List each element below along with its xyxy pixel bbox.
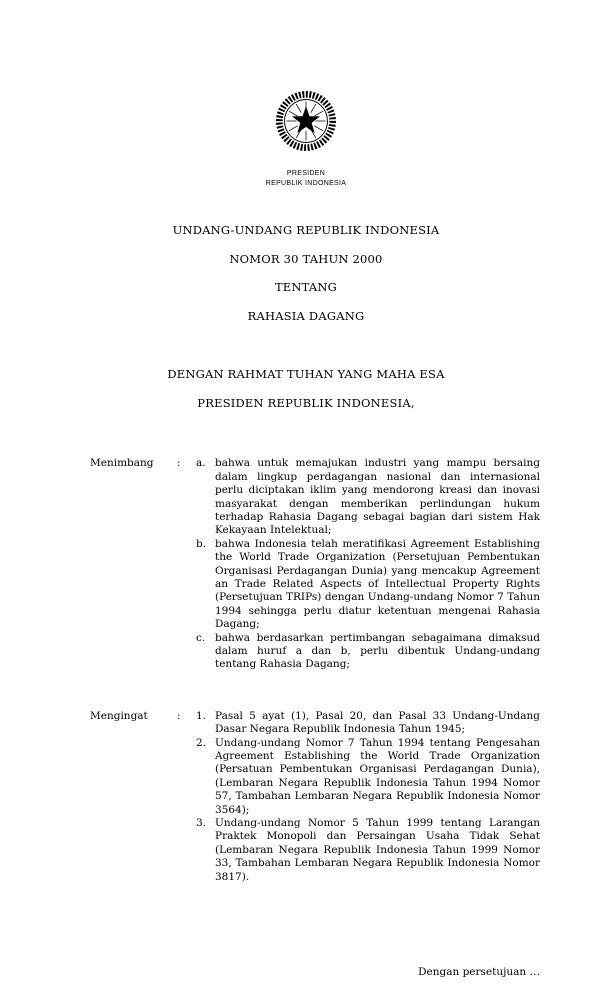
section-items [196,710,540,884]
consideration-item [196,632,540,672]
section-items [196,457,540,672]
grace-line: DENGAN RAHMAT TUHAN YANG MAHA ESA [167,367,445,382]
item-text: Undang-undang Nomor 7 Tahun 1994 tentang Pengesahan Agreement Establishing the World Trade Organization (Persatuan Pembentukan Organisasi Perdagangan Dunia), (Lembaran Negara Republik Indonesia Tahun 1994 Nomor 57, Tambahan Lembaran Negara Republik Indonesia Nomor 3564); [215,736,540,816]
legal-basis-item [196,737,540,817]
section-colon: : [177,709,181,722]
section-mengingat [0,710,612,884]
consideration-item [196,457,540,537]
catchword: Dengan persetujuan … [418,966,540,978]
item-marker: 2. [196,736,207,749]
emblem-caption [0,169,612,189]
doc-title: UNDANG-UNDANG REPUBLIK INDONESIA [172,223,440,238]
emblem-caption-line1: PRESIDEN [286,170,326,177]
section-label: Mengingat [90,709,148,722]
item-text: Pasal 5 ayat (1), Pasal 20, dan Pasal 33 Undang-Undang Dasar Negara Republik Indonesia Tahun 1945; [215,709,540,736]
item-text: bahwa untuk memajukan industri yang mampu bersaing dalam lingkup perdagangan nasional dan internasional perlu diciptakan iklim yang mendorong kreasi dan inovasi masyarakat dengan memberikan perlindungan hukum terhadap Rahasia Dagang sebagai bagian dari sistem Hak Kekayaan Intelektual; [215,457,540,537]
issuer-line: PRESIDEN REPUBLIK INDONESIA, [197,395,415,410]
tentang-label: TENTANG [274,280,338,295]
presidential-seal-icon [269,84,343,158]
emblem-caption-line2: REPUBLIK INDONESIA [265,180,347,188]
doc-subject: RAHASIA DAGANG [247,308,365,323]
item-marker: 1. [196,709,207,722]
heading-block [0,225,612,409]
section-label: Menimbang [90,457,154,470]
legal-basis-item [196,710,540,737]
section-colon: : [177,457,181,470]
emblem-block [0,0,612,189]
doc-number: NOMOR 30 TAHUN 2000 [229,251,383,266]
item-text: Undang-undang Nomor 5 Tahun 1999 tentang Larangan Praktek Monopoli dan Persaingan Usaha Tidak Sehat (Lembaran Negara Republik Indonesia Tahun 1999 Nomor 33, Tambahan Lembaran Negara Republik Indonesia Nomor 3817). [215,817,540,883]
section-menimbang [0,457,612,672]
item-marker: c. [196,631,206,644]
item-marker: b. [196,537,207,550]
item-text: bahwa Indonesia telah meratifikasi Agreement Establishing the World Trade Organization (Persetujuan Pembentukan Organisasi Perdagangan Dunia) yang mencakup Agreement an Trade Related Aspects of Intellectual Property Rights (Persetujuan TRIPs) dengan Undang-undang Nomor 7 Tahun 1994 sehingga perlu diatur ketentuan mengenai Rahasia Dagang; [215,537,540,631]
item-marker: 3. [196,817,207,830]
consideration-item [196,538,540,632]
item-text: bahwa berdasarkan pertimbangan sebagaimana dimaksud dalam huruf a dan b, perlu dibentuk Undang-undang tentang Rahasia Dagang; [215,631,540,671]
legal-basis-item [196,817,540,884]
item-marker: a. [196,457,206,470]
